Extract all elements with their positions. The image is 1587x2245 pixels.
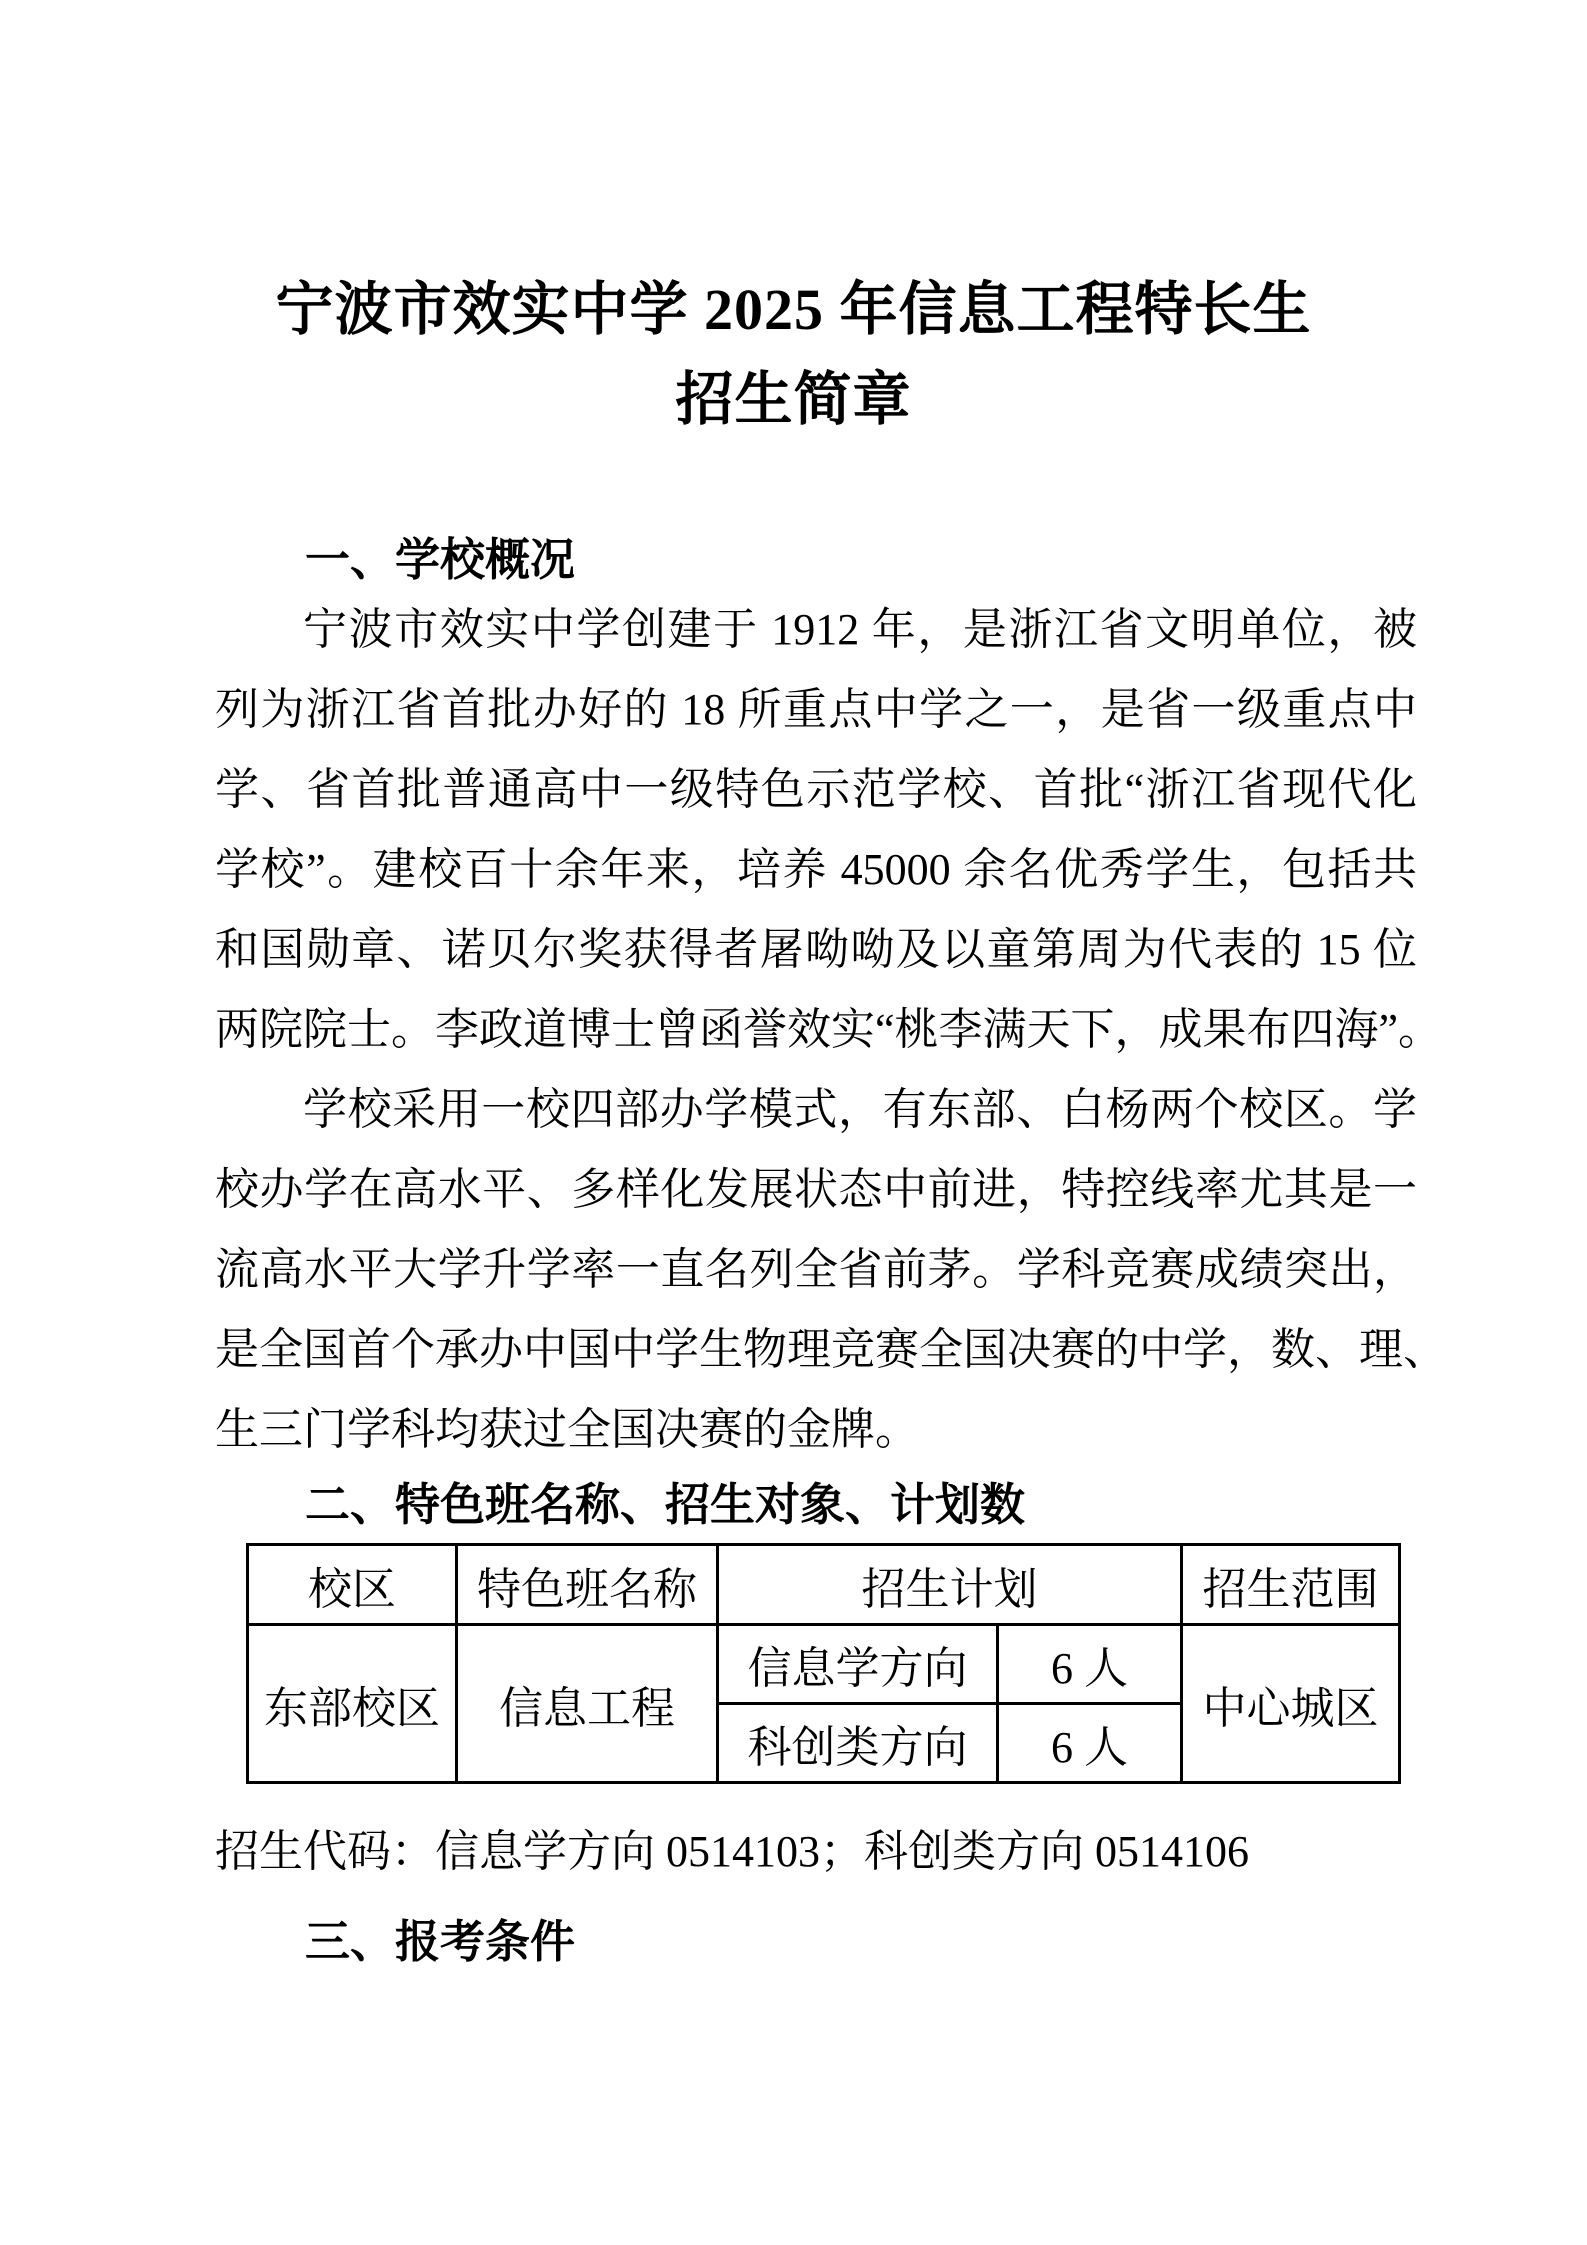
paragraph-line: 流高水平大学升学率一直名列全省前茅。学科竞赛成绩突出， bbox=[215, 1245, 1417, 1294]
cell-scope: 中心城区 bbox=[1182, 1625, 1400, 1783]
cell-class-name: 信息工程 bbox=[457, 1625, 718, 1783]
enrollment-plan-table bbox=[246, 1543, 1401, 1784]
cell-direction-1: 信息学方向 bbox=[718, 1625, 998, 1704]
cell-campus: 东部校区 bbox=[248, 1625, 457, 1783]
paragraph-line: 校办学在高水平、多样化发展状态中前进，特控线率尤其是一 bbox=[215, 1165, 1417, 1214]
table-header-class-name: 特色班名称 bbox=[457, 1545, 718, 1625]
paragraph-line: 是全国首个承办中国中学生物理竞赛全国决赛的中学，数、理、 bbox=[215, 1325, 1447, 1374]
page-title bbox=[130, 265, 1457, 445]
table-header-scope: 招生范围 bbox=[1182, 1545, 1400, 1625]
paragraph-line: 两院院士。李政道博士曾函誉效实“桃李满天下，成果布四海”。 bbox=[215, 1005, 1443, 1054]
section-heading-2: 二、特色班名称、招生对象、计划数 bbox=[305, 1480, 1026, 1530]
paragraph-line: 和国勋章、诺贝尔奖获得者屠呦呦及以童第周为代表的 15 位 bbox=[215, 925, 1417, 974]
paragraph-1 bbox=[215, 590, 1443, 1070]
paragraph-line: 列为浙江省首批办好的 18 所重点中学之一，是省一级重点中 bbox=[215, 685, 1417, 734]
paragraph-line: 宁波市效实中学创建于 1912 年，是浙江省文明单位，被 bbox=[303, 605, 1417, 654]
section-heading-3: 三、报考条件 bbox=[305, 1917, 576, 1967]
cell-direction-2: 科创类方向 bbox=[718, 1704, 998, 1783]
page-title-line-2: 招生简章 bbox=[675, 367, 912, 432]
paragraph-2 bbox=[215, 1070, 1447, 1470]
paragraph-line: 学校采用一校四部办学模式，有东部、白杨两个校区。学 bbox=[303, 1085, 1417, 1134]
section-heading-1: 一、学校概况 bbox=[305, 535, 576, 585]
cell-direction-1-count: 6 人 bbox=[998, 1625, 1182, 1704]
table-header-campus: 校区 bbox=[248, 1545, 457, 1625]
page-title-line-1: 宁波市效实中学 2025 年信息工程特长生 bbox=[275, 277, 1312, 342]
paragraph-line: 学、省首批普通高中一级特色示范学校、首批“浙江省现代化 bbox=[215, 765, 1417, 814]
table-header-row bbox=[248, 1545, 1400, 1625]
document-body bbox=[0, 530, 1587, 1972]
paragraph-line: 生三门学科均获过全国决赛的金牌。 bbox=[215, 1405, 919, 1454]
table-row bbox=[248, 1625, 1400, 1704]
table-header-plan: 招生计划 bbox=[718, 1545, 1182, 1625]
admission-code-line: 招生代码：信息学方向 0514103；科创类方向 0514106 bbox=[215, 1827, 1249, 1876]
cell-direction-2-count: 6 人 bbox=[998, 1704, 1182, 1783]
paragraph-line: 学校”。建校百十余年来，培养 45000 余名优秀学生，包括共 bbox=[215, 845, 1417, 894]
